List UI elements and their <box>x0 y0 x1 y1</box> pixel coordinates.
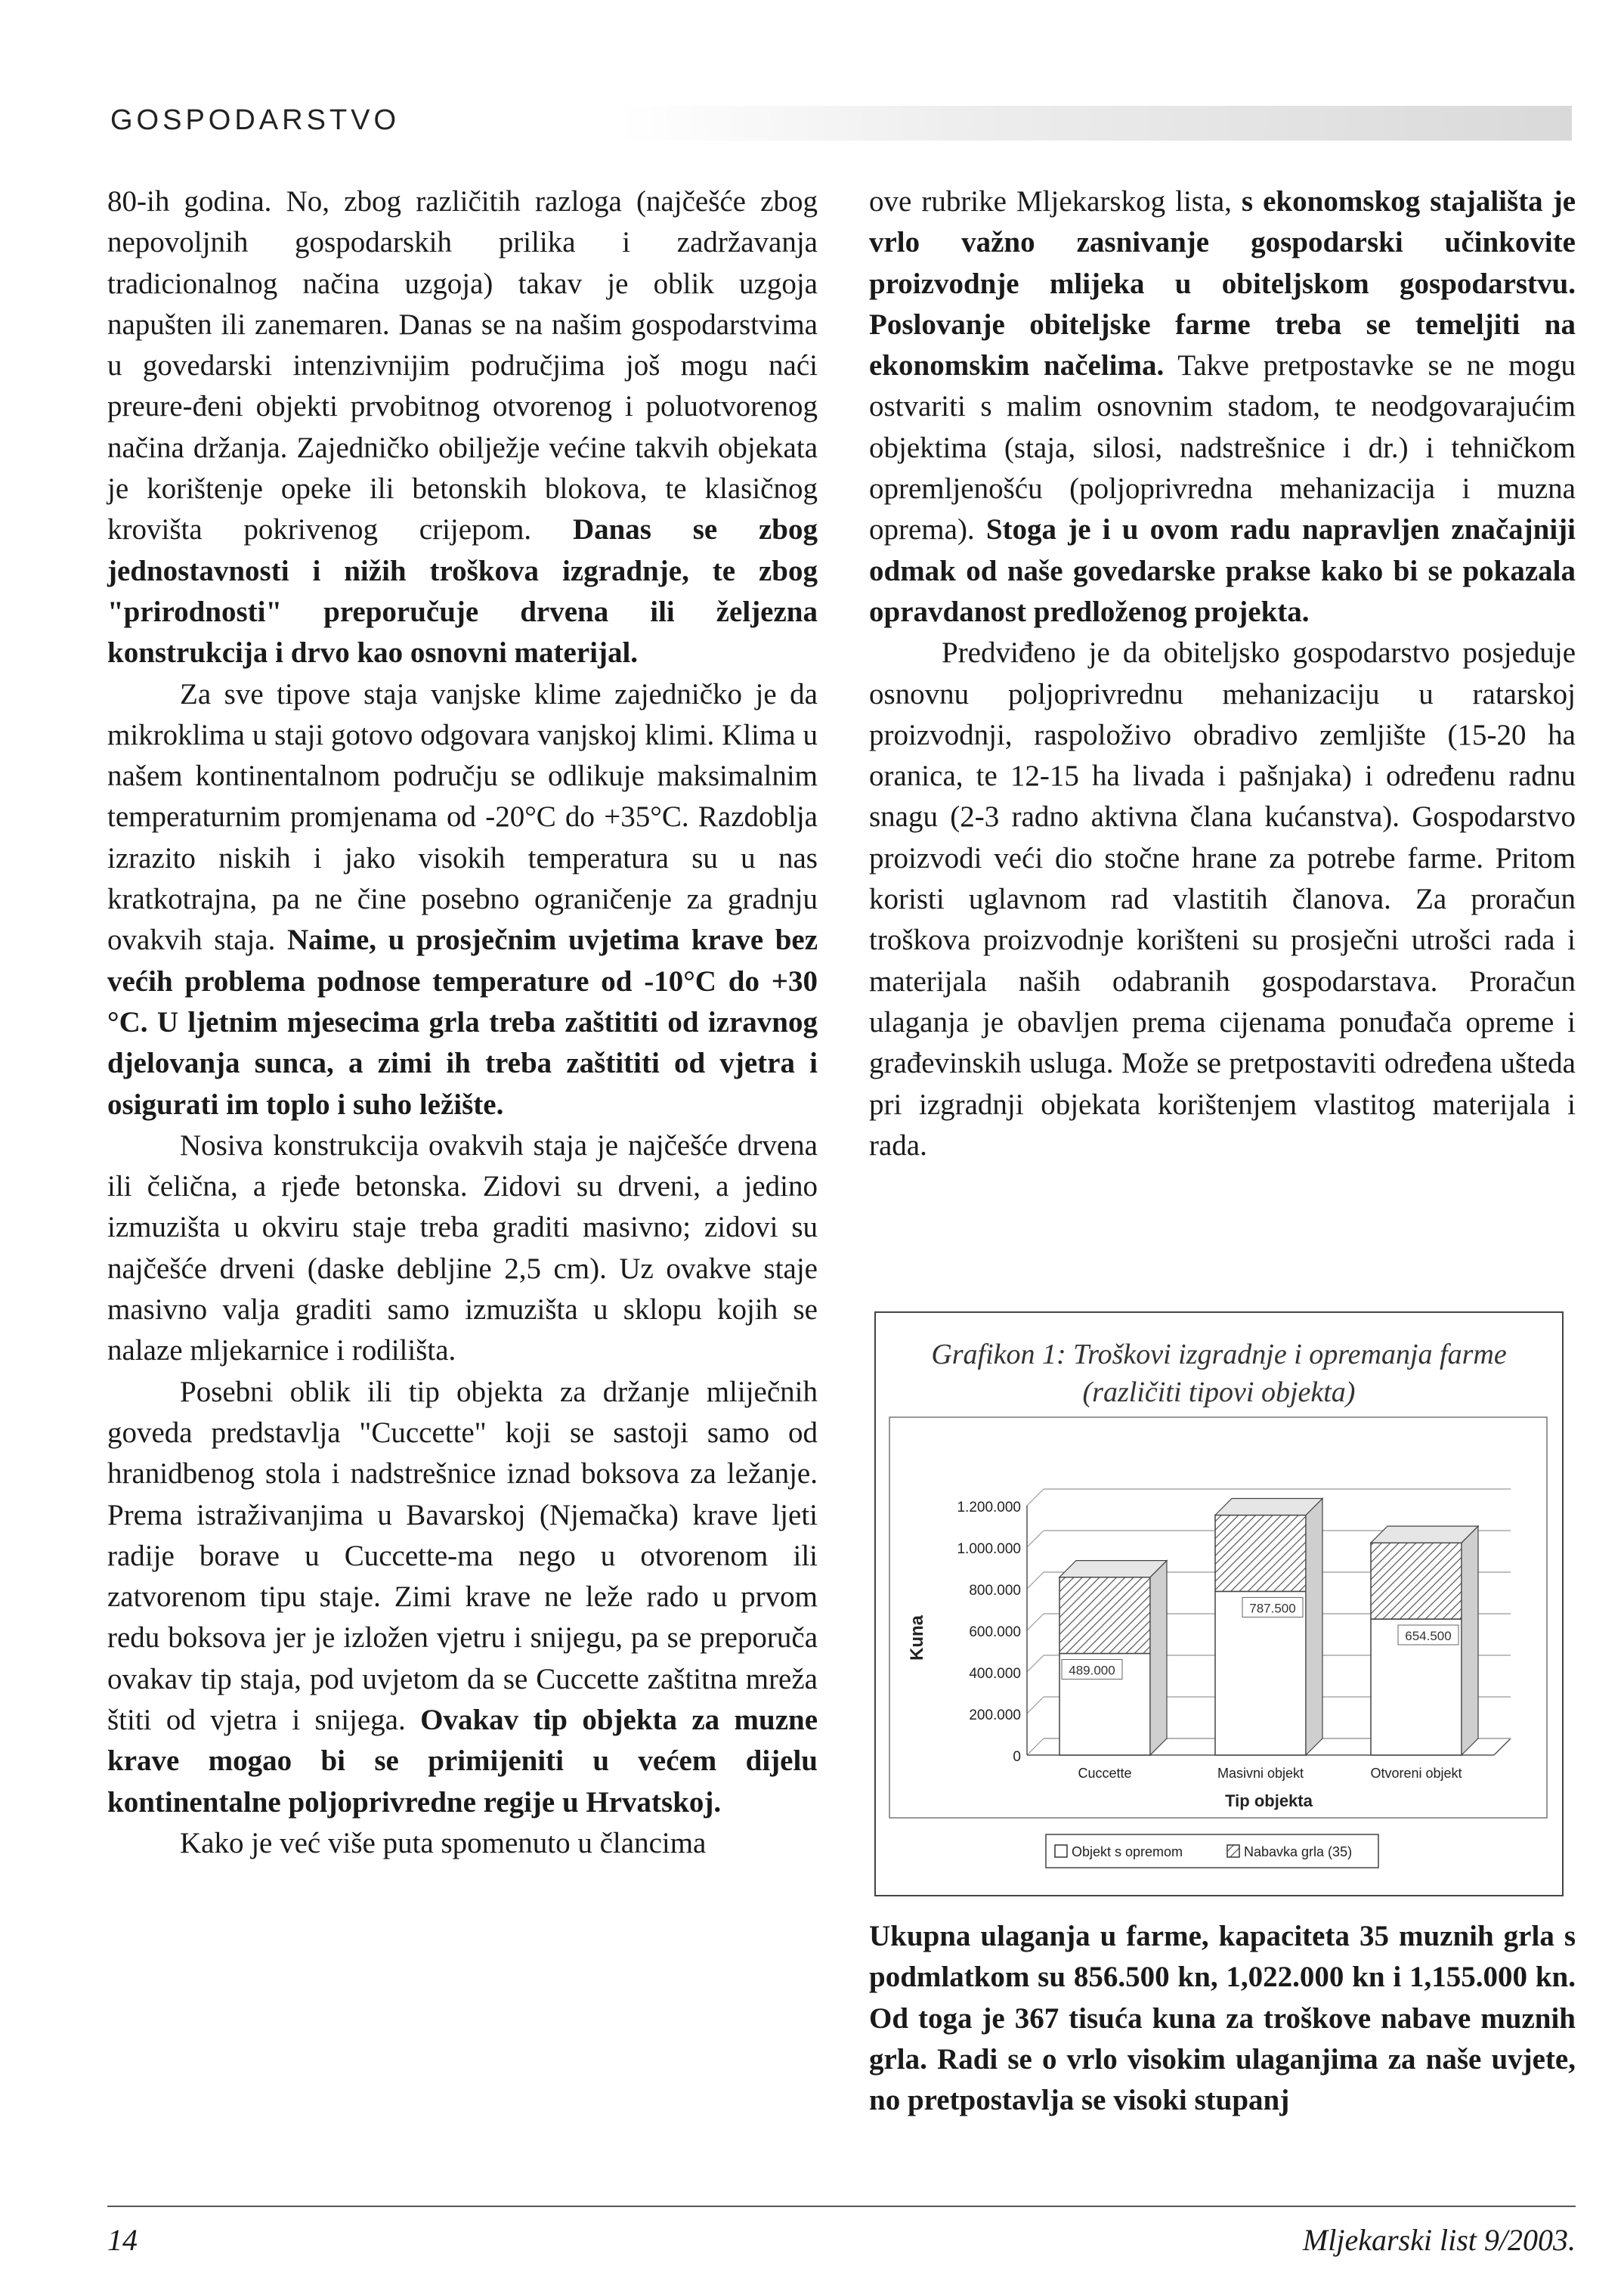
gridline-diag <box>1027 1489 1044 1506</box>
bar-segment-grla <box>1371 1543 1462 1619</box>
header-band <box>620 106 1572 141</box>
paragraph: Nosiva konstrukcija ovakvih staja je najčešće drvena ili čelična, a rjeđe betonska. Zidovi su drveni, a jedino izmuzišta u okviru staje treba graditi masivno; zidovi su najčešće drveni (daske debljine 2,5 cm). Uz ovakve staje masivno valja graditi samo izmuzišta u sklopu kojih se nalaze mljekarnice i rodilišta. <box>107 1128 818 1367</box>
x-axis-depth <box>1494 1738 1511 1755</box>
data-label: 654.500 <box>1405 1629 1452 1644</box>
paragraph: 80-ih godina. No, zbog različitih razloga (najčešće zbog nepovoljnih gospodarskih prilika i zadržavanja tradicionalnog načina uzgoja) takav je oblik uzgoja napušten ili zanemaren. Danas se na našim gospodarstvima u govedarski intenzivnijim područjima još mogu naći preure-đeni objekti prvobitnog otvorenog i poluotvorenog načina držanja. Zajedničko obilježje većine takvih objekata je korištenje opeke ili betonskih blokova, te klasičnog krovišta pokrivenog crijepom. Danas se zbog jednostavnosti i nižih troškova izgradnje, te zbog "prirodnosti" preporučuje drvena ili željezna konstrukcija i drvo kao osnovni materijal. <box>107 185 818 670</box>
bar-top <box>1059 1561 1167 1577</box>
legend-swatch-grla <box>1227 1845 1239 1857</box>
gridline-diag <box>1027 1531 1044 1547</box>
legend-label-objekt: Objekt s opremom <box>1072 1844 1183 1859</box>
gridline-diag <box>1027 1697 1044 1714</box>
data-label: 489.000 <box>1069 1663 1115 1678</box>
y-tick-label: 200.000 <box>969 1707 1021 1723</box>
journal-name: Mljekarski list 9/2003. <box>1302 2223 1576 2257</box>
gridline-diag <box>1027 1655 1044 1672</box>
gridline-diag <box>1027 1738 1044 1755</box>
gridline-diag <box>1027 1572 1044 1589</box>
paragraph: ove rubrike Mljekarskog lista, s ekonomskog stajališta je vrlo važno zasnivanje gospodarski učinkovite proizvodnje mlijeka u obiteljskom gospodarstvu. Poslovanje obiteljske farme treba se temeljiti na ekonomskim načelima. Takve pretpostavke se ne mogu ostvariti s malim osnovnim stadom, te neodgovarajućim objektima (staja, silosi, nadstrešnice i dr.) i tehničkom opremljenošću (poljoprivredna mehanizacija i muzna oprema). Stoga je i u ovom radu napravljen značajniji odmak od naše govedarske prakse kako bi se pokazala opravdanost predloženog projekta. <box>869 185 1576 628</box>
bar-segment-grla <box>1215 1515 1306 1592</box>
y-tick-label: 1.200.000 <box>957 1500 1021 1515</box>
paragraph: Za sve tipove staja vanjske klime zajedničko je da mikroklima u staji gotovo odgovara vanjskoj klimi. Klima u našem kontinentalnom području se odlikuje maksimalnim temperaturnim promjenama od -20°C do +35°C. Razdoblja izrazito niskih i jako visokih temperatura su u nas kratkotrajna, pa ne čine posebno ograničenje za gradnju ovakvih staja. Naime, u prosječnim uvjetima krave bez većih problema podnose temperature od -10°C do +30 °C. U ljetnim mjesecima grla treba zaštititi od izravnog djelovanja sunca, a zimi ih treba zaštititi od vjetra i osigurati im toplo i suho ležište. <box>107 677 818 1121</box>
page-number: 14 <box>107 2223 138 2257</box>
y-axis-label: Kuna <box>907 1615 927 1661</box>
chart-title: Grafikon 1: Troškovi izgradnje i opremanja farme (različiti tipovi objekta) <box>931 1339 1507 1408</box>
footer-rule <box>107 2206 1576 2207</box>
paragraph: Predviđeno je da obiteljsko gospodarstvo posjeduje osnovnu poljoprivrednu mehanizaciju u ratarskoj proizvodnji, raspoloživo obradivo zemljište (15-20 ha oranica, te 12-15 ha livada i pašnjaka) i određenu radnu snagu (2-3 radno aktivna člana kućanstva). Gospodarstvo proizvodi veći dio stočne hrane za potrebe farme. Pritom koristi uglavnom rad vlastitih članova. Za proračun troškova proizvodnje korišteni su prosječni utrošci rada i materijala naših odabranih gospodarstava. Proračun ulaganja je obavljen prema cijenama ponuđača opreme i građevinskih usluga. Može se pretpostaviti određena ušteda pri izgradnji objekata korištenjem vlastitog materijala i rada. <box>869 636 1576 1162</box>
section-header: GOSPODARSTVO <box>110 104 401 136</box>
bar-side <box>1306 1499 1322 1755</box>
legend-label-grla: Nabavka grla (35) <box>1244 1844 1353 1859</box>
bar-side <box>1462 1526 1478 1755</box>
legend-swatch-objekt <box>1055 1845 1067 1857</box>
chart-svg <box>876 1313 1562 1895</box>
x-tick-label: Otvoreni objekt <box>1370 1766 1462 1781</box>
paragraph: Kako je već više puta spomenuto u člancima <box>180 1826 707 1859</box>
summary-paragraph: Ukupna ulaganja u farme, kapaciteta 35 muznih grla s podmlatkom su 856.500 kn, 1,022.000 kn i 1,155.000 kn. Od toga je 367 tisuća kuna za troškove nabave muznih grla. Radi se o vrlo visokim ulaganjima za naše uvjete, no pretpostavlja se visoki stupanj <box>869 1920 1576 2117</box>
x-tick-label: Masivni objekt <box>1217 1766 1304 1781</box>
gridline-diag <box>1027 1614 1044 1630</box>
chart-figure <box>874 1311 1564 1896</box>
bar-top <box>1371 1526 1478 1543</box>
bar-side <box>1150 1561 1167 1755</box>
bar-top <box>1215 1499 1322 1515</box>
y-tick-label: 800.000 <box>969 1583 1021 1599</box>
x-axis-label: Tip objekta <box>1225 1791 1313 1810</box>
left-column <box>107 181 818 1864</box>
right-column <box>869 181 1576 1166</box>
paragraph: Posebni oblik ili tip objekta za držanje mliječnih goveda predstavlja "Cuccette" koji se sastoji samo od hranidbenog stola i nadstrešnice iznad boksova za ležanje. Prema istraživanjima u Bavarskoj (Njemačka) krave ljeti radije borave u Cuccette-ma nego u otvorenom ili zatvorenom tipu staje. Zimi krave ne leže rado u prvom redu boksova jer je izložen vjetru i snijegu, pa se preporuča ovakav tip staja, pod uvjetom da se Cuccette zaštitna mreža štiti od vjetra i snijega. Ovakav tip objekta za muzne krave mogao bi se primijeniti u većem dijelu kontinentalne poljoprivredne regije u Hrvatskoj. <box>107 1375 818 1819</box>
y-tick-label: 0 <box>1013 1749 1021 1765</box>
y-tick-label: 1.000.000 <box>957 1541 1021 1557</box>
data-label: 787.500 <box>1249 1601 1296 1616</box>
bar-segment-grla <box>1059 1577 1150 1654</box>
x-tick-label: Cuccette <box>1078 1766 1132 1781</box>
y-tick-label: 400.000 <box>969 1666 1021 1682</box>
y-tick-label: 600.000 <box>969 1624 1021 1640</box>
